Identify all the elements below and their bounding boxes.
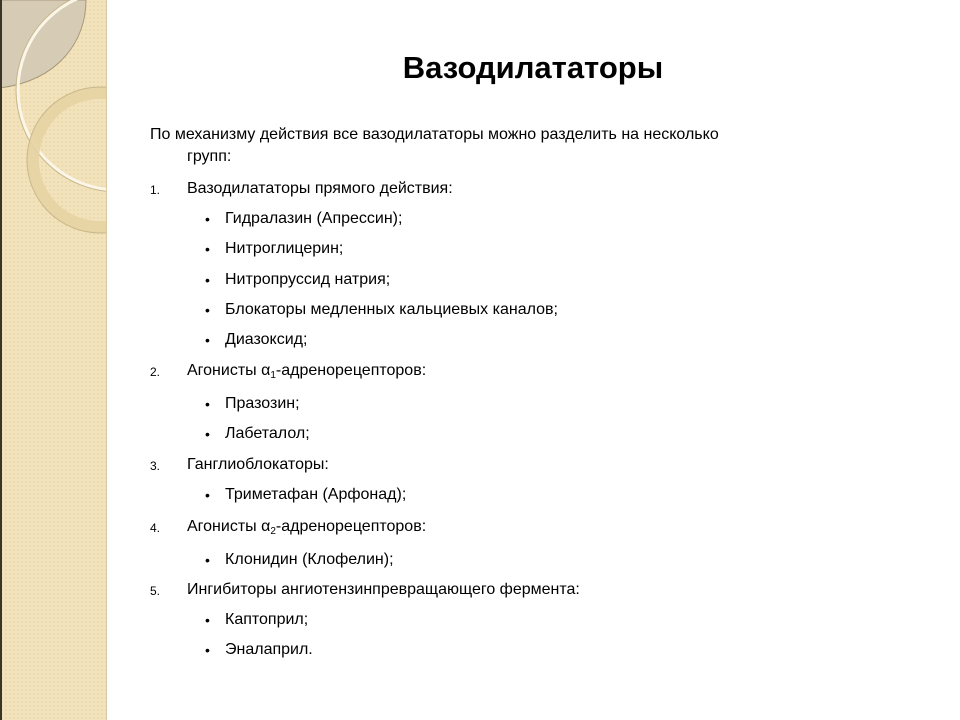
- list-number: 4.: [150, 521, 161, 535]
- list-item: Клонидин (Клофелин);: [225, 551, 394, 568]
- decorative-circles: [0, 0, 106, 720]
- list-item: Триметафан (Арфонад);: [225, 486, 407, 503]
- bullet-icon: •: [205, 426, 210, 442]
- group-label: [187, 361, 426, 381]
- bullet-icon: •: [205, 272, 210, 288]
- list-number: 1.: [150, 183, 161, 197]
- group-label: Ганглиоблокаторы:: [187, 456, 329, 473]
- bullet-icon: •: [205, 612, 210, 628]
- group-label: [187, 517, 426, 537]
- bullet-icon: •: [205, 241, 210, 257]
- list-item: Нитроглицерин;: [225, 240, 344, 257]
- label-text: Агонисты α: [187, 362, 271, 379]
- intro-text: По механизму действия все вазодилататоры можно разделить на несколько: [150, 126, 719, 143]
- decorative-side-panel: [0, 0, 107, 720]
- list-item: Празозин;: [225, 395, 300, 412]
- label-text: -адренорецепторов:: [275, 518, 427, 535]
- subscript: 1: [270, 370, 276, 381]
- slide-title: Вазодилататоры: [402, 50, 664, 85]
- list-item: Нитропруссид натрия;: [225, 271, 391, 288]
- list-item: Диазоксид;: [225, 331, 308, 348]
- group-label: Вазодилататоры прямого действия:: [187, 180, 453, 197]
- subscript: 2: [270, 526, 276, 537]
- label-text: Агонисты α: [187, 518, 271, 535]
- label-text: -адренорецепторов:: [275, 362, 427, 379]
- bullet-icon: •: [205, 332, 210, 348]
- list-number: 5.: [150, 584, 161, 598]
- bullet-icon: •: [205, 552, 210, 568]
- list-number: 2.: [150, 365, 161, 379]
- intro-text-cont: групп:: [187, 148, 232, 165]
- bullet-icon: •: [205, 211, 210, 227]
- list-item: Гидралазин (Апрессин);: [225, 210, 403, 227]
- list-number: 3.: [150, 459, 161, 473]
- bullet-icon: •: [205, 396, 210, 412]
- bullet-icon: •: [205, 487, 210, 503]
- list-item: Каптоприл;: [225, 611, 309, 628]
- list-item: Блокаторы медленных кальциевых каналов;: [225, 301, 558, 318]
- group-label: Ингибиторы ангиотензинпревращающего фермента:: [187, 581, 580, 598]
- bullet-icon: •: [205, 642, 210, 658]
- list-item: Эналаприл.: [225, 641, 313, 658]
- list-item: Лабеталол;: [225, 425, 310, 442]
- bullet-icon: •: [205, 302, 210, 318]
